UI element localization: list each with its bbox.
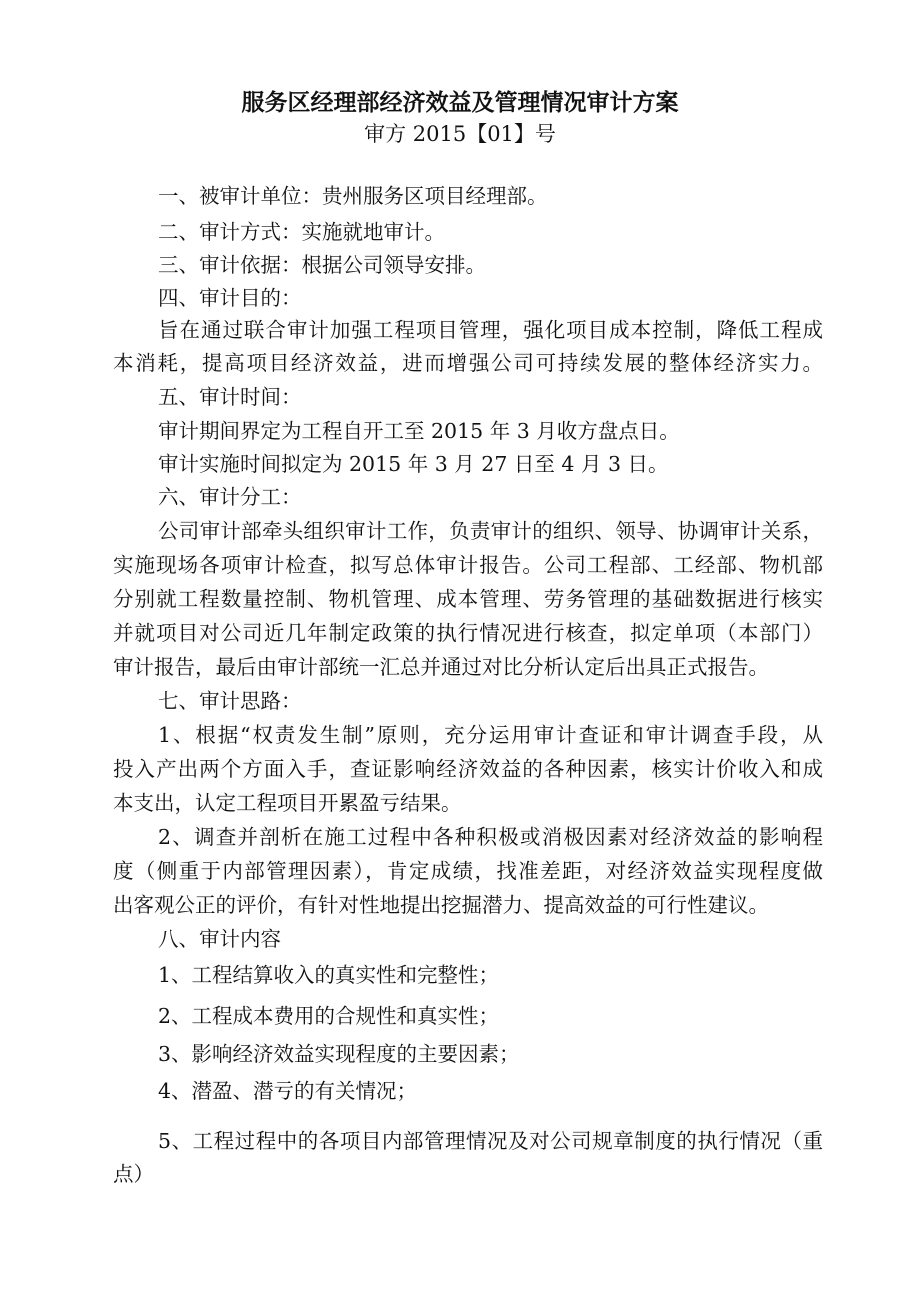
paragraph-line: 投入产出两个方面入手，查证影响经济效益的各种因素，核实计价收入和成 — [113, 757, 823, 781]
paragraph-line: 实施现场各项审计检查，拟写总体审计报告。公司工程部、工经部、物机部 — [113, 553, 823, 577]
paragraph-line: 1、根据“权责发生制”原则，充分运用审计查证和审计调查手段，从 — [158, 723, 823, 747]
section-6-heading: 六、审计分工： — [158, 485, 302, 509]
paragraph-line: 本支出，认定工程项目开累盈亏结果。 — [113, 791, 462, 815]
content-item-2: 2、工程成本费用的合规性和真实性； — [158, 1004, 500, 1028]
paragraph-line: 2、调查并剖析在施工过程中各种积极或消极因素对经济效益的影响程 — [158, 825, 823, 849]
paragraph-line: 审计期间界定为工程自开工至 2015 年 3 月收方盘点日。 — [158, 419, 680, 443]
section-3-audit-basis: 三、审计依据：根据公司领导安排。 — [158, 253, 486, 277]
paragraph-line: 审计报告，最后由审计部统一汇总并通过对比分析认定后出具正式报告。 — [113, 655, 769, 679]
paragraph-line: 审计实施时间拟定为 2015 年 3 月 27 日至 4 月 3 日。 — [158, 452, 669, 476]
content-item-5: 5、工程过程中的各项目内部管理情况及对公司规章制度的执行情况（重 — [158, 1129, 823, 1153]
content-item-4: 4、潜盈、潜亏的有关情况； — [158, 1079, 418, 1103]
paragraph-line: 分别就工程数量控制、物机管理、成本管理、劳务管理的基础数据进行核实 — [113, 587, 823, 611]
document-number: 审方 2015【01】号 — [364, 122, 556, 146]
section-7-heading: 七、审计思路： — [158, 689, 302, 713]
section-8-heading: 八、审计内容 — [158, 927, 281, 951]
section-1-audited-unit: 一、被审计单位：贵州服务区项目经理部。 — [158, 184, 548, 208]
paragraph-line: 旨在通过联合审计加强工程项目管理，强化项目成本控制，降低工程成 — [158, 318, 823, 342]
content-item-1: 1、工程结算收入的真实性和完整性； — [158, 963, 500, 987]
content-item-5-continued: 点） — [113, 1162, 154, 1186]
section-4-heading: 四、审计目的： — [158, 286, 302, 310]
content-item-3: 3、影响经济效益实现程度的主要因素； — [158, 1042, 520, 1066]
paragraph-line: 本消耗，提高项目经济效益，进而增强公司可持续发展的整体经济实力。 — [113, 351, 823, 375]
paragraph-line: 度（侧重于内部管理因素），肯定成绩，找准差距，对经济效益实现程度做 — [113, 859, 823, 883]
paragraph-line: 出客观公正的评价，有针对性地提出挖掘潜力、提高效益的可行性建议。 — [113, 893, 769, 917]
paragraph-line: 公司审计部牵头组织审计工作，负责审计的组织、领导、协调审计关系， — [158, 519, 823, 543]
document-title: 服务区经理部经济效益及管理情况审计方案 — [241, 90, 679, 116]
paragraph-line: 并就项目对公司近几年制定政策的执行情况进行核查，拟定单项（本部门） — [113, 621, 823, 645]
section-2-audit-method: 二、审计方式：实施就地审计。 — [158, 220, 445, 244]
section-5-heading: 五、审计时间： — [158, 385, 302, 409]
